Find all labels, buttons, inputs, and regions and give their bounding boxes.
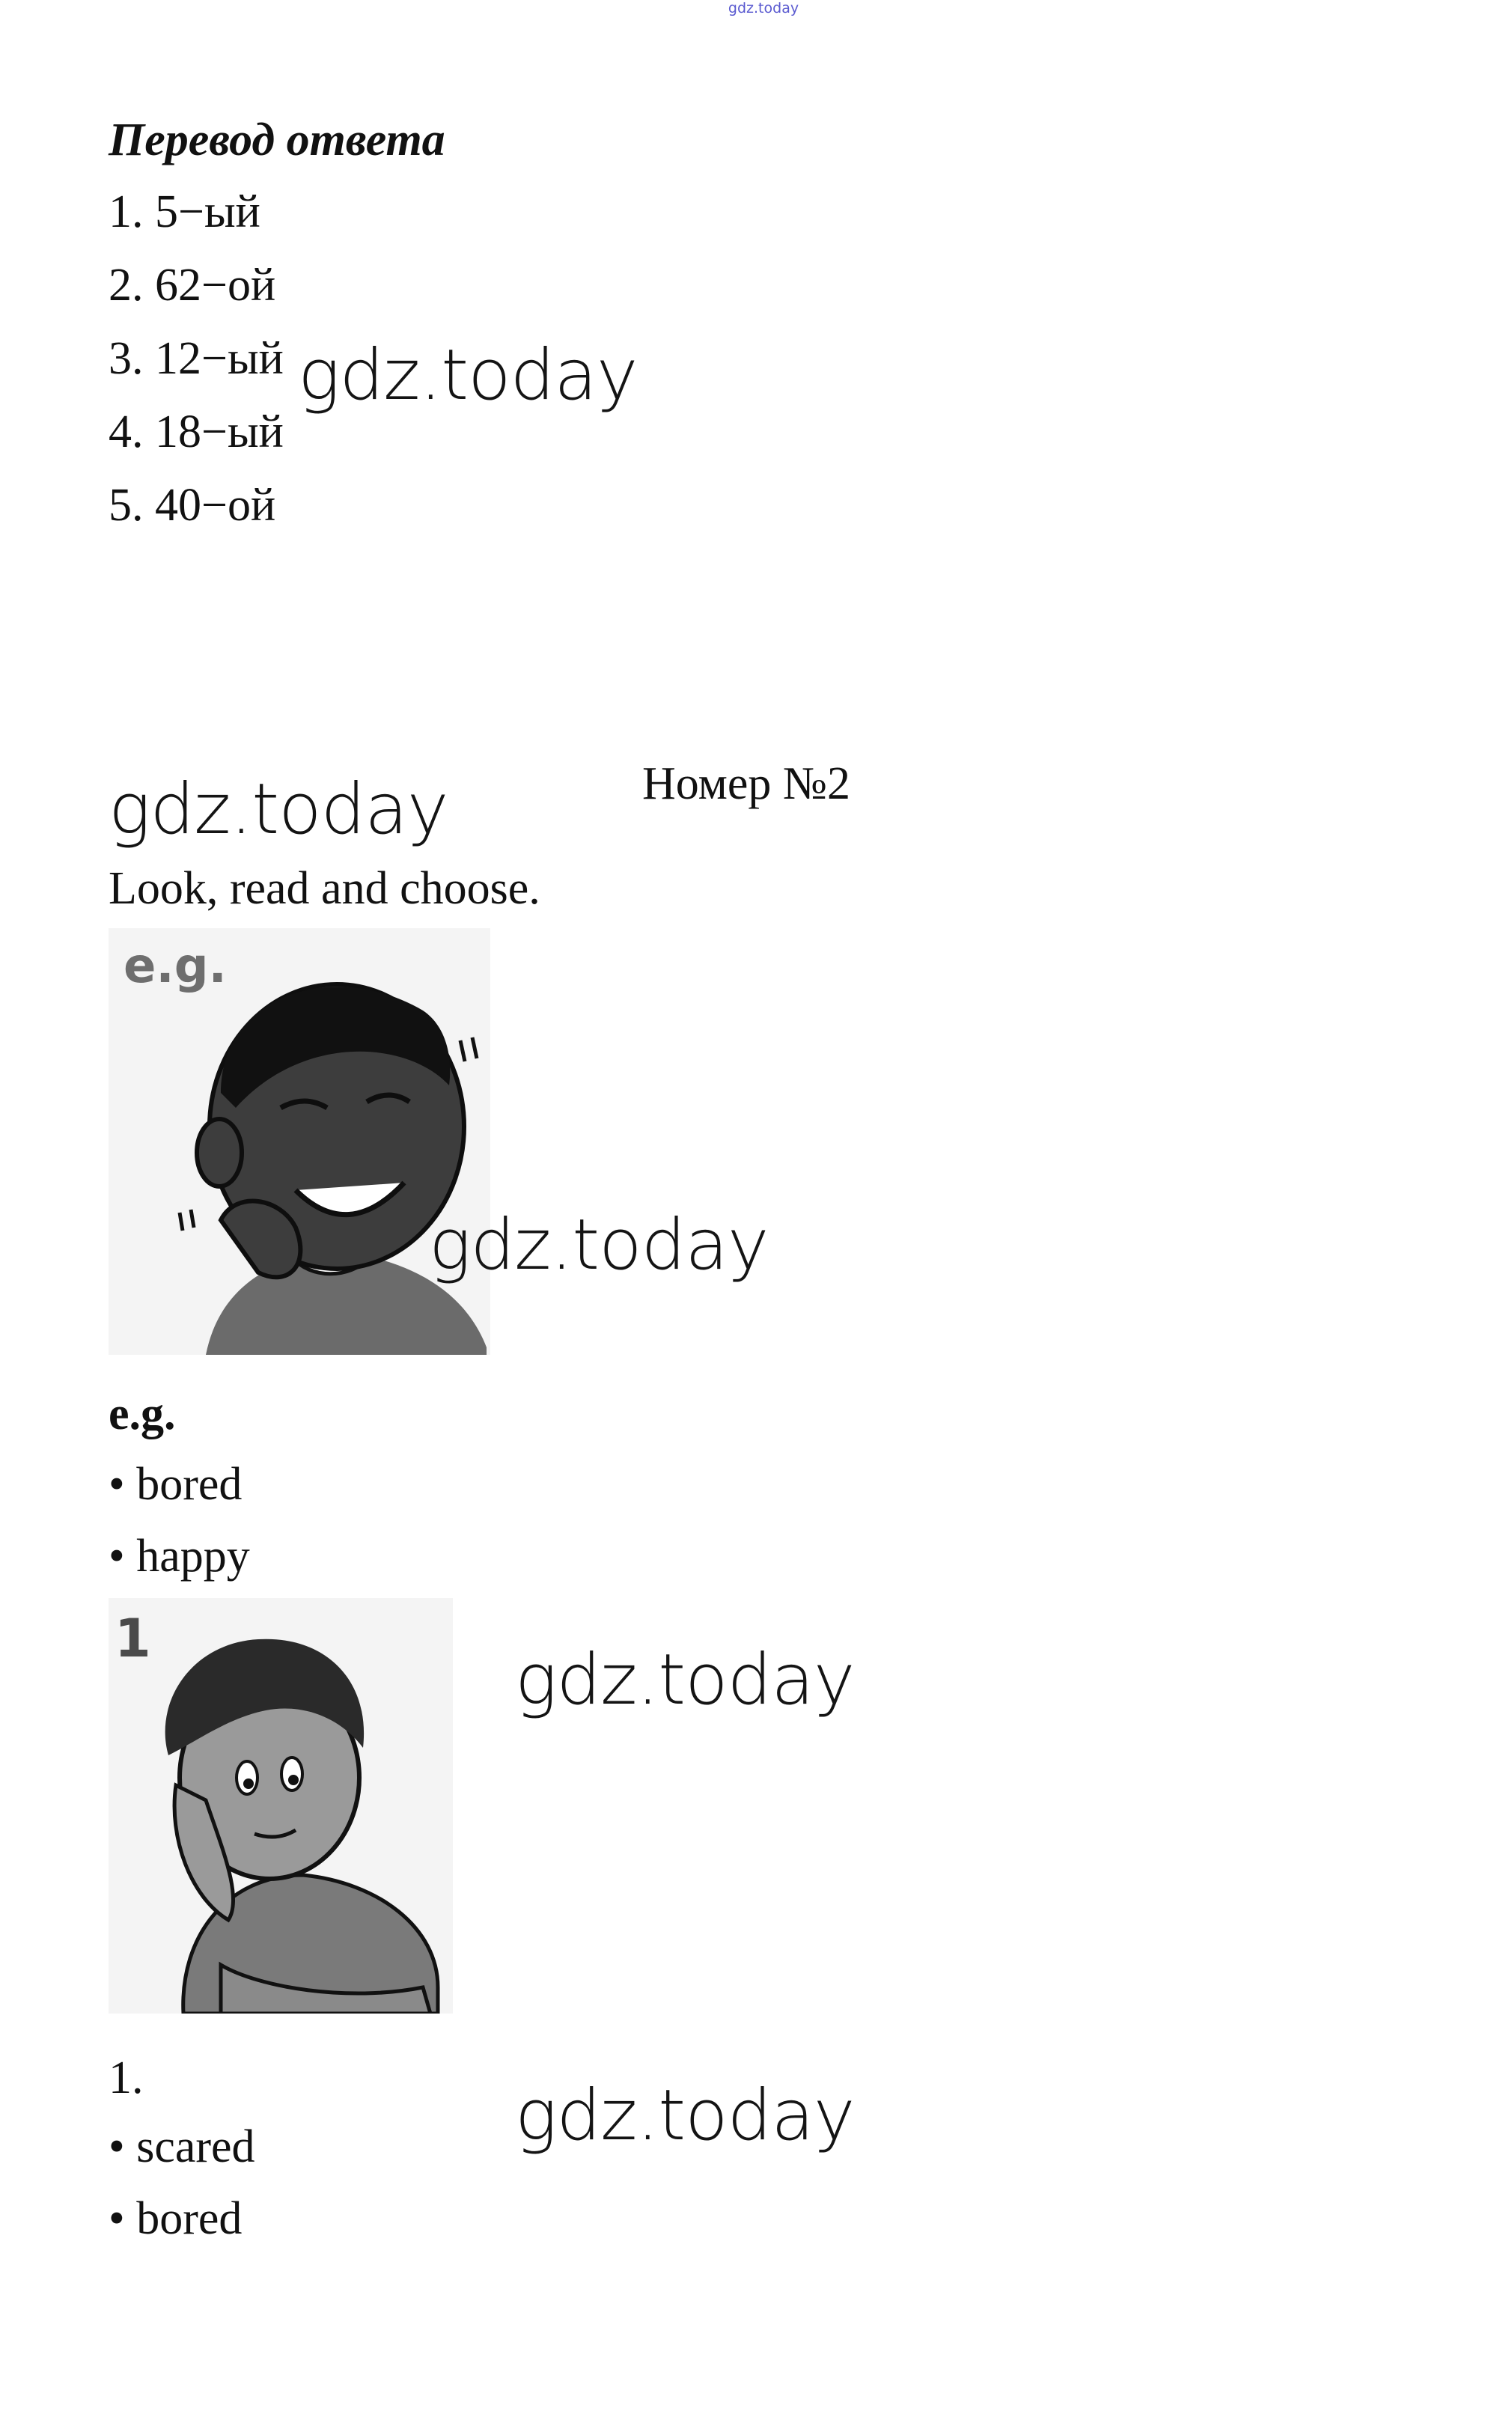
bored-boy-illustration — [109, 1598, 453, 2014]
smiling-boy-illustration — [109, 928, 490, 1355]
question-1-label: 1. — [109, 2052, 144, 2103]
question-1-option-bored: • bored — [109, 2193, 243, 2244]
picture-label: e.g. — [124, 939, 227, 994]
picture-label: 1 — [115, 1608, 151, 1669]
list-item: 1. 5−ый — [109, 186, 260, 237]
watermark: gdz.today — [429, 1204, 769, 1286]
list-item: 2. 62−ой — [109, 260, 276, 311]
task-number: Номер №2 — [642, 758, 851, 809]
task-instruction: Look, read and choose. — [109, 863, 540, 914]
answer-translation-list — [109, 186, 284, 555]
top-watermark: gdz.today — [728, 0, 799, 16]
example-option-happy: • happy — [109, 1531, 250, 1582]
example-label: e.g. — [109, 1389, 176, 1439]
list-item: 5. 40−ой — [109, 480, 276, 531]
answer-translation-heading: Перевод ответа — [109, 115, 445, 165]
watermark: gdz.today — [298, 335, 638, 416]
example-option-bored: • bored — [109, 1459, 243, 1510]
question-1-option-scared: • scared — [109, 2121, 255, 2172]
list-item: 3. 12−ый — [109, 333, 284, 384]
watermark: gdz.today — [515, 2075, 855, 2157]
list-item: 4. 18−ый — [109, 406, 284, 457]
watermark: gdz.today — [515, 1639, 855, 1721]
watermark: gdz.today — [109, 769, 448, 850]
